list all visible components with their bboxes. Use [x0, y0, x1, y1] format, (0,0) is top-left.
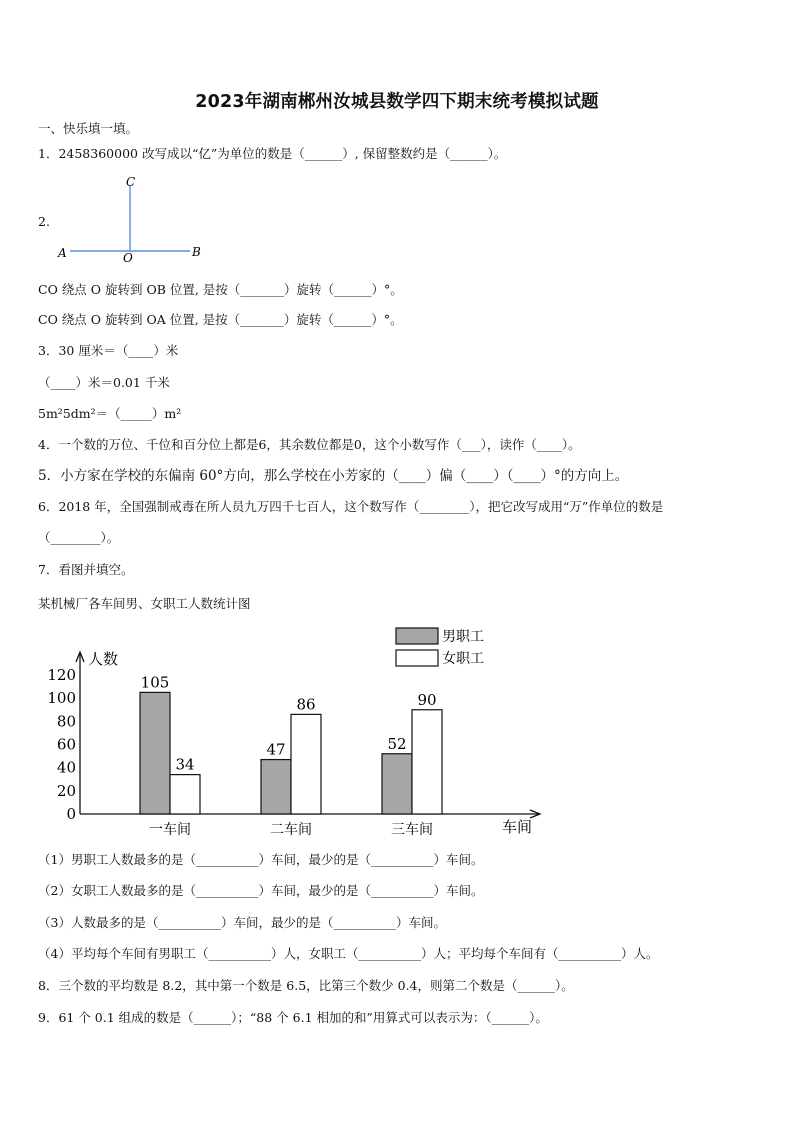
page-title: 2023年湖南郴州汝城县数学四下期末统考模拟试题	[195, 92, 599, 112]
section-heading: 一、快乐填一填。	[38, 121, 139, 136]
question-3-line-1: 3．30 厘米＝（____）米	[38, 343, 179, 358]
question-9: 9．61 个 0.1 组成的数是（______）；“88 个 6.1 相加的和”用算式可以表示为：（______）。	[38, 1010, 548, 1025]
legend-swatch	[396, 628, 438, 644]
y-tick-label: 100	[47, 689, 76, 708]
bar-chart	[36, 618, 556, 848]
label-c: C	[126, 175, 136, 189]
bar-male	[261, 760, 291, 814]
y-tick-label: 120	[47, 666, 76, 684]
question-6-line-1: 6．2018 年，全国强制戒毒在所人员九万四千七百人，这个数写作（________），把它改写成用“万”作单位的数是	[38, 499, 664, 514]
y-tick-label: 40	[56, 758, 76, 777]
question-7-sub-3: （3）人数最多的是（__________）车间，最少的是（__________）车间。	[38, 915, 446, 930]
bar-male	[140, 692, 170, 814]
question-6-line-2: （________）。	[38, 530, 120, 545]
label-b: B	[192, 245, 201, 259]
angle-diagram	[55, 172, 215, 264]
data-label: 34	[175, 755, 195, 774]
y-axis-label: 人数	[88, 650, 119, 668]
legend-label: 女职工	[442, 651, 484, 667]
bar-male	[382, 754, 412, 814]
question-2-line-2: CO 绕点 O 旋转到 OA 位置, 是按（_______）旋转（______）°。	[38, 312, 403, 327]
question-7-sub-2: （2）女职工人数最多的是（__________）车间，最少的是（__________）车间。	[38, 883, 484, 898]
question-4: 4．一个数的万位、千位和百分位上都是6，其余数位都是0，这个小数写作（___），读作（____）。	[38, 437, 581, 452]
bar-female	[170, 775, 200, 814]
question-3-line-3: 5m²5dm²＝（_____）m²	[38, 406, 182, 421]
question-1: 1．2458360000 改写成以“亿”为单位的数是（______）, 保留整数约是（______）。	[38, 146, 507, 161]
question-7-intro: 7．看图并填空。	[38, 562, 134, 577]
data-label: 47	[266, 740, 286, 759]
legend-swatch	[396, 650, 438, 666]
y-tick-label: 0	[66, 805, 76, 823]
bar-female	[291, 714, 321, 814]
category-label: 二车间	[270, 822, 312, 838]
question-3-line-2: （____）米＝0.01 千米	[38, 375, 170, 390]
question-8: 8．三个数的平均数是 8.2，其中第一个数是 6.5，比第三个数少 0.4，则第二个数是（______）。	[38, 978, 574, 993]
y-tick-label: 60	[56, 735, 76, 754]
question-7-sub-1: （1）男职工人数最多的是（__________）车间，最少的是（__________）车间。	[38, 852, 484, 867]
y-tick-label: 20	[56, 781, 76, 800]
chart-caption: 某机械厂各车间男、女职工人数统计图	[38, 596, 251, 611]
legend-label: 男职工	[442, 629, 484, 645]
data-label: 105	[140, 673, 170, 692]
category-label: 三车间	[391, 822, 433, 838]
label-o: O	[123, 251, 133, 264]
question-7-sub-4: （4）平均每个车间有男职工（__________）人，女职工（__________）人；平均每个车间有（__________）人。	[38, 946, 659, 961]
bar-female	[412, 710, 442, 814]
data-label: 90	[417, 690, 437, 709]
question-2-line-1: CO 绕点 O 旋转到 OB 位置, 是按（_______）旋转（______）°。	[38, 282, 403, 297]
x-axis-label: 车间	[502, 818, 533, 836]
category-label: 一车间	[149, 822, 191, 838]
question-5: 5．小方家在学校的东偏南 60°方向，那么学校在小芳家的（____）偏（____）（____）°的方向上。	[38, 468, 629, 484]
label-a: A	[58, 246, 67, 260]
data-label: 86	[296, 695, 316, 714]
y-tick-label: 80	[56, 712, 76, 731]
question-2-number: 2.	[38, 214, 50, 229]
data-label: 52	[387, 734, 407, 753]
